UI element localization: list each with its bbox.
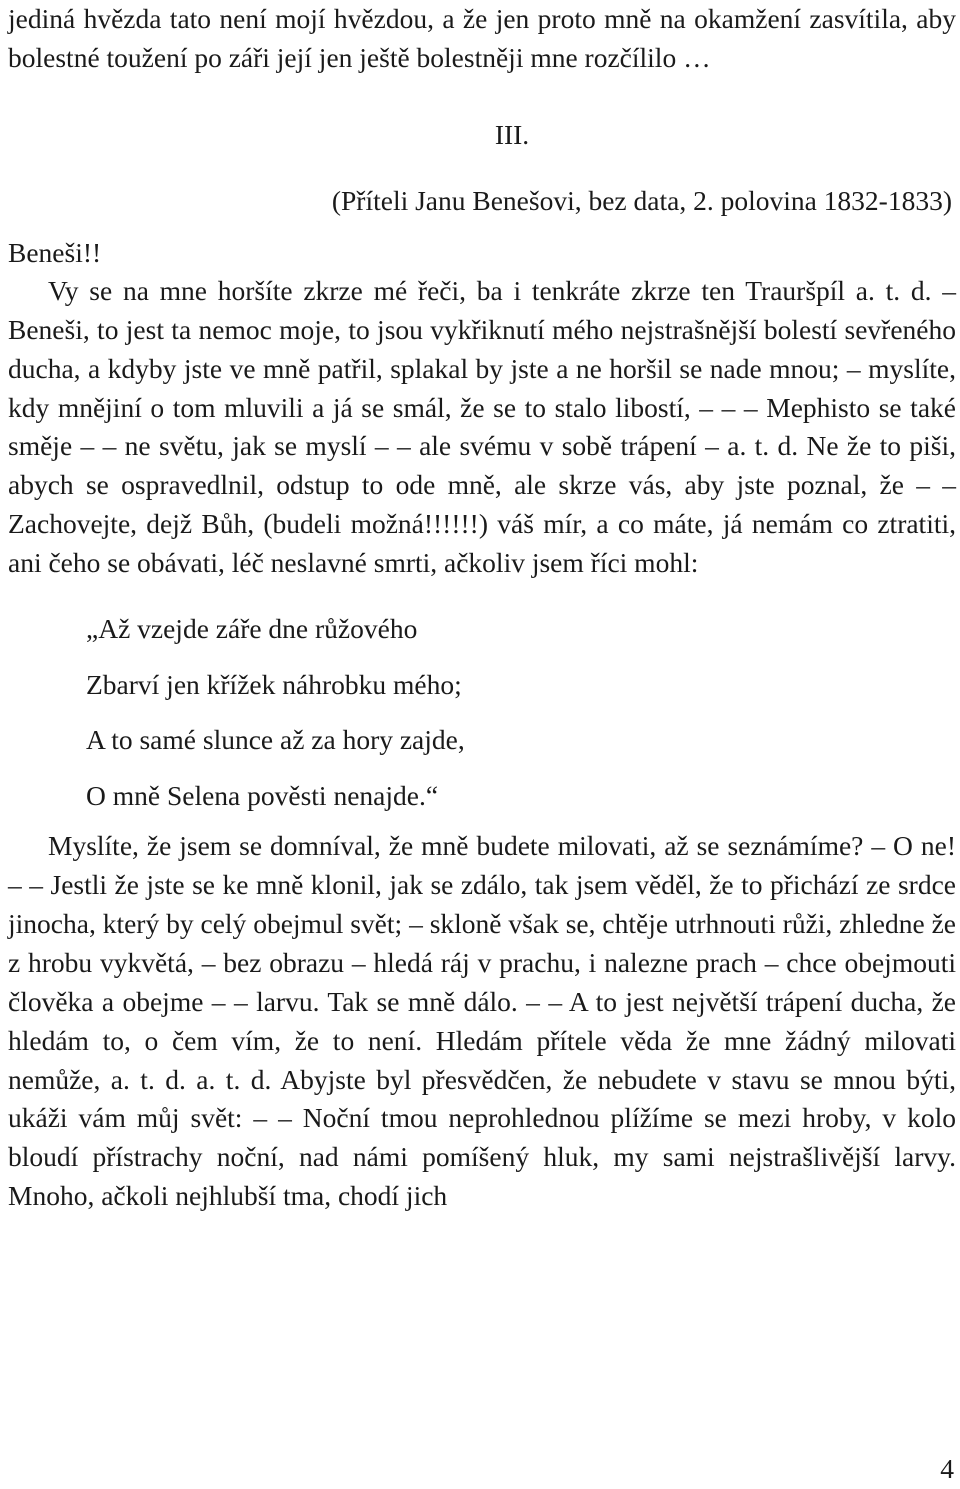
body-paragraph-2: Myslíte, že jsem se domníval, že mně budete milovati, až se seznámíme? – O ne! – – Jestli že jste se ke mně klonil, jak se zdálo, tak jsem věděl, že to přichází ze srdce jinocha, který by celý obejmul svět; – skloně však se, chtěje utrhnouti růži, zhledne že z hrobu vykvětá, – bez obrazu – hledá ráj v prachu, i nalezne prach – chce obejmouti člověka a obejme – – larvu. Tak se mně dálo. – – A to jest největší trápení ducha, že hledám to, o čem vím, že to není. Hledám přítele věda že mne žádný milovati nemůže, a. t. d. a. t. d. Abyjste byl přesvědčen, že nebudete v stavu se mnou býti, ukáži vám můj svět: – – Noční tmou neprohlednou plížíme se mezi hroby, v kolo bloudí přístrachy noční, nad námi pomíšený hluk, my sami nejstrašlivější larvy. Mnoho, ačkoli nejhlubší tma, chodí jich [8,830,956,1212]
document-page [8,0,956,1216]
verse-block [8,601,956,823]
body-paragraph-1: Vy se na mne horšíte zkrze mé řeči, ba i tenkráte zkrze ten Trauršpíl a. t. d. – Beneši, to jest ta nemoc moje, to jsou vykřiknutí mého nejstrašnější bolestí sevřeného ducha, a kdyby jste ve mně patřil, splakal by jste a ne horšil se nade mnou; – myslíte, kdy mnějiní o tom mluvili a já se smál, že se to stalo libostí, – – – Mephisto se také směje – – ne světu, jak se myslí – – ale svému v sobě trápení – a. t. d. Ne že to piši, abych se ospravedlnil, odstup to ode mně, ale skrze vás, aby jste poznal, že – – Zachovejte, dejž Bůh, (budeli možná!!!!!!) váš mír, a co máte, já nemám co ztratiti, ani čeho se obávati, léč neslavné smrti, ačkoliv jsem říci mohl: [8,274,956,579]
verse-line: Zbarví jen křížek náhrobku mého; [86,668,462,700]
chapter-number: III. [494,118,530,150]
intro-paragraph: jediná hvězda tato není mojí hvězdou, a že jen proto mně na okamžení zasvítila, aby bolestné toužení po záři její jen ještě bolestněji mne rozčílilo … [8,3,956,73]
verse-line: „Až vzejde záře dne růžového [86,613,418,645]
verse-line: A to samé slunce až za hory zajde, [86,724,465,756]
verse-line: O mně Selena pověsti nenajde.“ [86,779,439,811]
page-number: 4 [940,1453,954,1484]
letter-heading: (Příteli Janu Benešovi, bez data, 2. polovina 1832-1833) [331,184,952,216]
salutation: Beneši!! [8,236,102,268]
